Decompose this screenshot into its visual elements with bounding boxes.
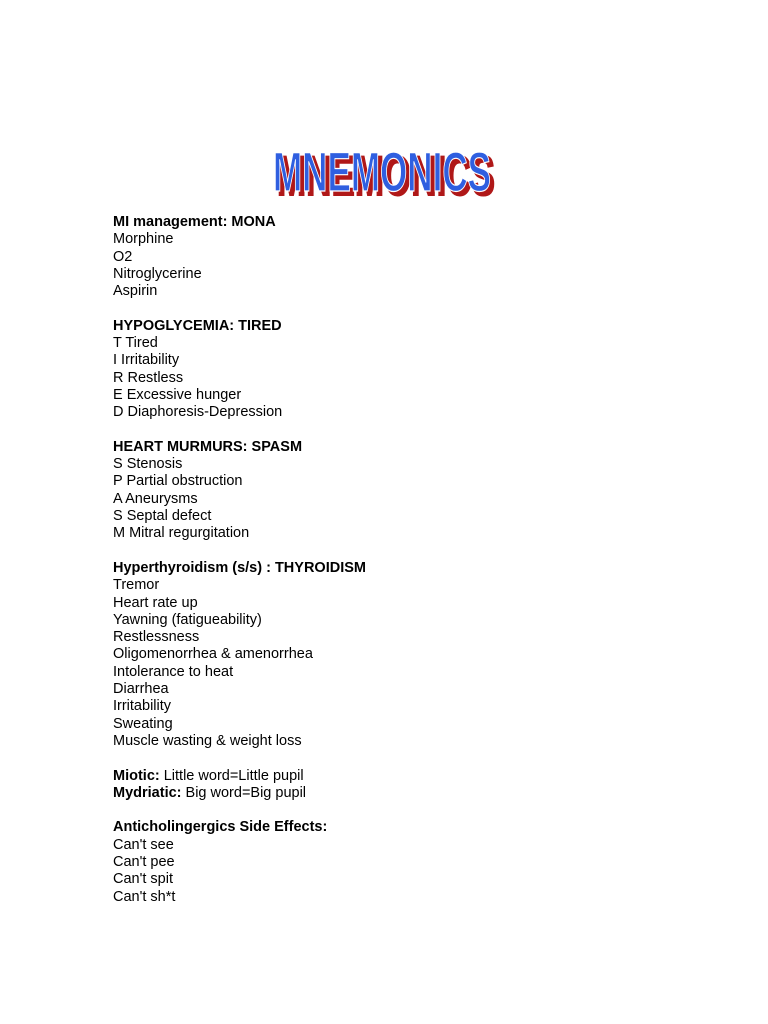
section-hypoglycemia <box>113 318 713 422</box>
list-item: Can't spit <box>113 871 173 888</box>
section-heading: HYPOGLYCEMIA: TIRED <box>113 317 282 334</box>
list-item: Can't see <box>113 836 174 853</box>
wordart-title-main: MNEMONICS <box>273 140 491 200</box>
section-heart-murmurs <box>113 439 713 543</box>
list-item: Nitroglycerine <box>113 265 202 282</box>
list-item: Diarrhea <box>113 681 169 698</box>
list-item: Morphine <box>113 231 174 248</box>
list-item: M Mitral regurgitation <box>113 525 250 542</box>
term-description: Big word=Big pupil <box>181 784 307 801</box>
list-item: Aspirin <box>113 283 158 300</box>
term-label: Miotic: <box>113 767 160 784</box>
list-item: D Diaphoresis-Depression <box>113 404 283 421</box>
list-item: Sweating <box>113 715 173 732</box>
term-description: Little word=Little pupil <box>159 767 304 784</box>
list-item: T Tired <box>113 335 158 352</box>
mnemonics-content <box>113 214 713 923</box>
list-item: O2 <box>113 248 133 265</box>
section-heading: Anticholingergics Side Effects: <box>113 819 328 836</box>
section-mi-management <box>113 214 713 300</box>
list-item: Restlessness <box>113 629 200 646</box>
list-item: Oligomenorrhea & amenorrhea <box>113 646 313 663</box>
list-item: E Excessive hunger <box>113 386 242 403</box>
list-item: Can't pee <box>113 853 175 870</box>
term-line-miotic <box>113 768 713 785</box>
list-item: Heart rate up <box>113 594 198 611</box>
wordart-svg <box>272 134 496 200</box>
wordart-title-shadow: MNEMONICS <box>277 144 495 200</box>
section-hyperthyroidism <box>113 560 713 750</box>
section-heading: Hyperthyroidism (s/s) : THYROIDISM <box>113 559 366 576</box>
list-item: A Aneurysms <box>113 490 198 507</box>
list-item: Muscle wasting & weight loss <box>113 732 302 749</box>
list-item: S Stenosis <box>113 456 183 473</box>
list-item: Tremor <box>113 577 160 594</box>
list-item: R Restless <box>113 369 184 386</box>
list-item: Yawning (fatigueability) <box>113 611 262 628</box>
list-item: Irritability <box>113 698 172 715</box>
section-heading: MI management: MONA <box>113 214 276 230</box>
section-anticholinergics <box>113 819 713 905</box>
term-line-mydriatic <box>113 785 713 802</box>
section-pupil-terms <box>113 768 713 803</box>
mnemonics-wordart-title <box>272 134 496 200</box>
list-item: Intolerance to heat <box>113 663 234 680</box>
term-label: Mydriatic: <box>113 784 182 801</box>
list-item: P Partial obstruction <box>113 473 243 490</box>
list-item: S Septal defect <box>113 508 212 525</box>
list-item: Can't sh*t <box>113 888 176 905</box>
section-heading: HEART MURMURS: SPASM <box>113 438 303 455</box>
list-item: I Irritability <box>113 352 180 369</box>
